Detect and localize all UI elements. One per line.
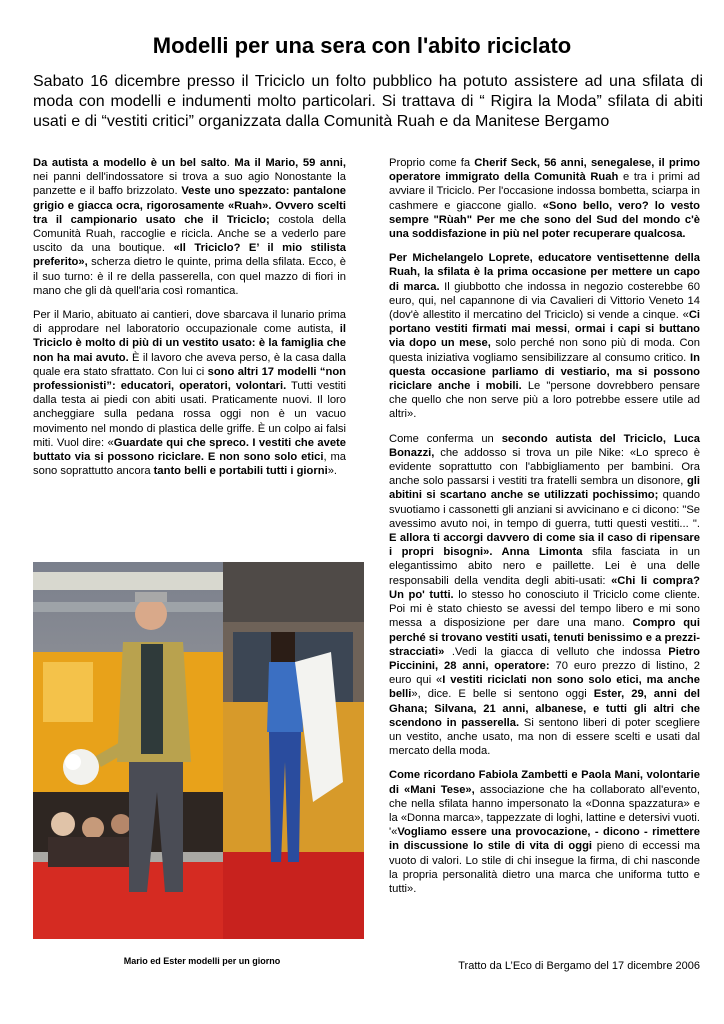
text-run: gli abitini si scartano anche se utilizzati pochissimo; [389,475,700,502]
text-run: «Chi li compra? Un po' tutti. [389,574,700,601]
text-run: Compro qui perché si trovano vestiti usati, tenuti benissimo e a prezzi-stracciati» [389,617,700,658]
text-run: Le "persone dovrebbero pensare che quello che non serve più a loro potrebbe essere utile ad altri». [389,380,700,421]
article-lead: Sabato 16 dicembre presso il Triciclo un folto pubblico ha potuto assistere ad una sfilata di moda con modelli e indumenti molto particolari. Si trattava di “ Rigira la Moda” sfilata di abiti usati e di “vestiti critici” organizzata dalla Comunità Ruah e da Manitese Bergamo [33,73,703,130]
text-run: Ci portano vestiti firmati mai messi [389,309,700,336]
paragraph [389,156,700,241]
text-run: , ma sono soprattutto ancora [33,451,347,478]
text-run: È il lavoro che aveva perso, è la casa dalla quale era stato sfrattato. Con lui ci [33,351,346,378]
text-run: E allora ti accorgi davvero di come sia il caso di ripensare i propri bisogni». Anna Limonta [389,532,700,559]
text-run: . [226,157,235,169]
right-column [389,156,700,906]
article-photo [33,562,364,939]
text-run: che addosso si trova un pile Nike: «Lo spreco è evidente soprattutto con l'abbigliamento per bambini. Ora anche solo passarsi i vestiti tra fratelli sembra un disonore, [389,446,700,488]
text-run: Ma il Mario, 59 anni, [234,157,347,169]
text-run: », dice. E belle si sentono oggi [411,688,594,701]
text-run: sono altri 17 modelli “non professionisti”: educatori, operatori, volontari. [33,365,346,393]
text-run: Tutti vestiti dalla testa ai piedi con abiti usati. Praticamente nuovi. Il loro ancheggiare sulla pedana rossa oggi non è un vacuo movimento nel mondo di plastica delle griffe. È un colpo ai falsi miti. Vuol dire: « [33,380,346,449]
text-run: ». [327,465,338,478]
text-run: .Vedi la giacca di velluto che indossa [444,645,669,658]
text-run: Ester, 29, anni del Ghana; Silvana, 21 anni, albanese, e tutti gli altri che scendono in passerella. [389,688,700,729]
text-run: e tra i primi ad avviare il Triciclo. Per l'occasione indossa bombetta, sciarpa in cashmere e giaccone giallo. [389,171,700,212]
text-run: il Triciclo è molto di più di un vestito usato: è la famiglia che non ha mai avuto. [33,323,346,364]
text-run: tanto belli e portabili tutti i giorni [153,465,328,478]
text-run: E non sono solo etici [207,451,324,464]
text-run: nei panni dell'indossatore si trova a suo agio Nonostante la panzette e il baffo brizzolato. [33,171,346,198]
text-run: costola della Comunità Ruah, raccoglie e ricicla. Anche se a vederlo pare uscito da una boutique. [33,213,346,255]
left-column [33,156,346,488]
source-note: Tratto da L’Eco di Bergamo del 17 dicembre 2006 [458,960,700,972]
text-run: Vogliamo essere una provocazione, - dicono - rimettere in discussione lo stile di vita di oggi [389,826,700,853]
text-run: «Sono bello, vero? lo vesto sempre "Rùah" Per me che sono del Sud del mondo c'è una soddisfazione in più nel poter recuperare qualcosa. [389,199,700,241]
article-title: Modelli per una sera con l'abito riciclato [152,33,572,58]
text-run: Veste uno spezzato: pantalone grigio e giacca ocra, rigorosamente «Ruah». Ovvero scelti tra il campionario usato che il Triciclo; [33,185,346,226]
text-run: Per il Mario, abituato ai cantieri, dove sbarcava il lunario prima di approdare nel laboratorio occupazionale come autista, [33,309,346,336]
text-run: Da autista a modello è un bel salto [33,157,227,169]
text-run: secondo autista del Triciclo, Luca Bonazzi, [389,432,700,459]
text-run: Guardate qui che spreco. I vestiti che avete buttato via si possono riciclare. [33,436,347,464]
text-run: solo perché non sono più di moda. Con questa iniziativa vogliamo sensibilizzare al consumo critico. [389,337,700,364]
text-run: Pietro Piccinini, 28 anni, operatore: [389,645,700,672]
text-run: pieno di eccessi ma vuoto di valori. Lo stile di chi insegue la firma, di chi nasconde la propria personalità dietro una marca che uniforma tutto e tutti». [389,840,700,895]
text-run: In questa occasione parliamo di vestiario, ma si possono riciclare anche i mobili. [389,351,700,393]
text-run: Come conferma un [389,432,502,445]
text-run: sfila fasciata in un elegantissimo abito nero e paillette. Lei è una delle responsabili della vendita degli abiti-usati: [389,546,700,587]
paragraph [33,156,346,298]
photo-caption: Mario ed Ester modelli per un giorno [123,956,281,966]
text-run: ormai i capi si buttano via dopo un mese, [389,323,701,350]
text-run: Si sentono liberi di poter scegliere un vestito, anche usato, ma non di essere scelti e usati dal mercato della moda. [389,716,700,758]
text-run: 70 euro prezzo di listino, 2 euro qui « [389,659,700,687]
text-run: , [567,323,575,336]
paragraph [389,432,700,759]
text-run: Come ricordano Fabiola Zambetti e Paola Mani, volontarie di «Mani Tese», [389,769,700,796]
text-run: quando svuotiamo i cassonetti gli anziani si avvicinano e ci dicono: "Se avessimo avuto noi, in tempo di guerra, tutti questi vestiti... ". [389,489,700,530]
text-run: Il giubbotto che indossa in negozio costerebbe 60 euro, qui, nel capannone di via Cavalieri di Vittorio Veneto 14 (dov'è allestito il mercatino del Triciclo) si vende a cinque. « [389,280,700,322]
paragraph [33,308,346,478]
text-run: lo stesso ho conosciuto il Triciclo come cliente. Poi mi è stato chiesto se avessi del tempo libero e mi sono messa a disposizione per dare una mano. [389,588,701,630]
text-run: Cherif Seck, 56 anni, senegalese, il primo operatore immigrato della Comunità Ruah [389,157,700,184]
text-run: «Il Triciclo? E’ il mio stilista preferito», [33,242,346,269]
text-run: associazione che ha collaborato all'evento, che nella sfilata hanno impersonato la «Donna spazzatura» e la «Donna marca», tappezzate di loghi, lattine e detersivi vuoti. '« [389,783,700,839]
paragraph [389,768,700,896]
text-run: Per Michelangelo Loprete, educatore ventisettenne della Ruah, la sfilata è la prima occasione per mettere un capo di marca. [389,252,700,293]
text-run: scherza dietro le quinte, prima della sfilata. Ecco, è il suo turno: è il re della passerella, con quel mazzo di fiori in mano che gli dà quell'aria così romantica. [33,256,346,297]
paragraph [389,251,700,421]
text-run: Proprio come fa [389,157,475,169]
text-run: I vestiti riciclati non sono solo etici, ma anche belli [389,674,700,701]
